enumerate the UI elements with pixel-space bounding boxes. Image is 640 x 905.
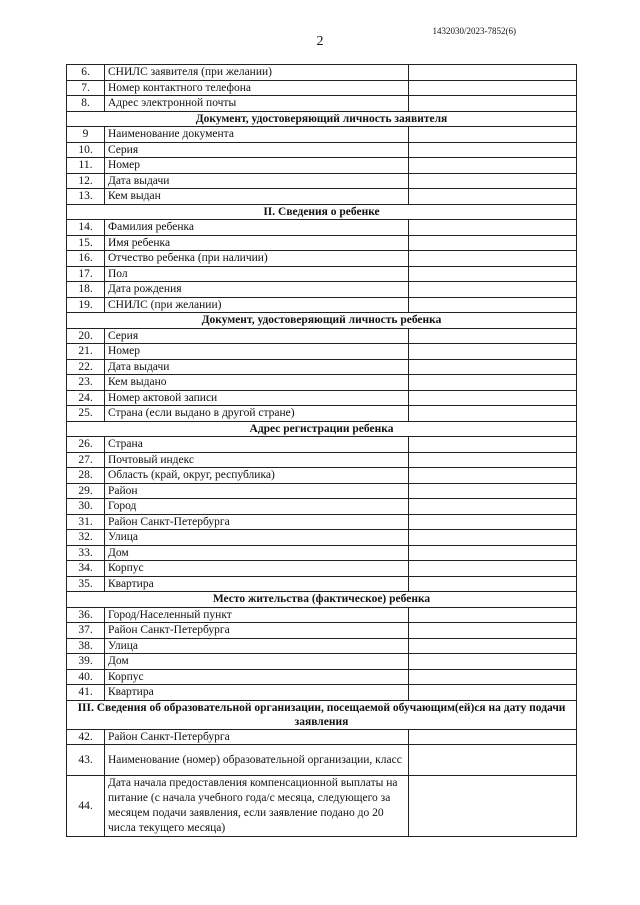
- row-number: 36.: [67, 607, 105, 623]
- field-label: Квартира: [105, 685, 409, 701]
- table-row: [67, 251, 577, 267]
- table-row: [67, 220, 577, 236]
- table-row: [67, 514, 577, 530]
- field-value-cell[interactable]: [409, 375, 577, 391]
- field-label: Страна (если выдано в другой стране): [105, 406, 409, 422]
- field-value-cell[interactable]: [409, 235, 577, 251]
- field-value-cell[interactable]: [409, 561, 577, 577]
- row-number: 14.: [67, 220, 105, 236]
- table-row: [67, 375, 577, 391]
- field-value-cell[interactable]: [409, 452, 577, 468]
- row-number: 19.: [67, 297, 105, 313]
- row-number: 20.: [67, 328, 105, 344]
- field-value-cell[interactable]: [409, 282, 577, 298]
- row-number: 26.: [67, 437, 105, 453]
- row-number: 32.: [67, 530, 105, 546]
- field-value-cell[interactable]: [409, 127, 577, 143]
- table-row: [67, 499, 577, 515]
- field-value-cell[interactable]: [409, 173, 577, 189]
- field-value-cell[interactable]: [409, 406, 577, 422]
- field-label: Корпус: [105, 561, 409, 577]
- field-value-cell[interactable]: [409, 220, 577, 236]
- field-label: Дата рождения: [105, 282, 409, 298]
- table-row: [67, 235, 577, 251]
- section-title: III. Сведения об образовательной организации, посещаемой обучающим(ей)ся на дату подачи заявления: [67, 700, 577, 729]
- table-row: [67, 266, 577, 282]
- row-number: 30.: [67, 499, 105, 515]
- field-label: Пол: [105, 266, 409, 282]
- field-label: СНИЛС (при желании): [105, 297, 409, 313]
- row-number: 42.: [67, 729, 105, 745]
- table-row: [67, 545, 577, 561]
- row-number: 16.: [67, 251, 105, 267]
- row-number: 10.: [67, 142, 105, 158]
- field-label: Отчество ребенка (при наличии): [105, 251, 409, 267]
- field-label: Фамилия ребенка: [105, 220, 409, 236]
- field-value-cell[interactable]: [409, 158, 577, 174]
- field-label: Город: [105, 499, 409, 515]
- row-number: 29.: [67, 483, 105, 499]
- row-number: 38.: [67, 638, 105, 654]
- table-row: [67, 127, 577, 143]
- field-value-cell[interactable]: [409, 251, 577, 267]
- field-value-cell[interactable]: [409, 530, 577, 546]
- row-number: 35.: [67, 576, 105, 592]
- table-row: [67, 390, 577, 406]
- table-row: [67, 654, 577, 670]
- field-value-cell[interactable]: [409, 499, 577, 515]
- row-number: 41.: [67, 685, 105, 701]
- row-number: 39.: [67, 654, 105, 670]
- row-number: 9: [67, 127, 105, 143]
- table-row: [67, 776, 577, 837]
- field-value-cell[interactable]: [409, 96, 577, 112]
- application-form-table: [66, 64, 577, 837]
- field-value-cell[interactable]: [409, 745, 577, 776]
- row-number: 27.: [67, 452, 105, 468]
- section-header: [67, 111, 577, 127]
- row-number: 18.: [67, 282, 105, 298]
- section-header: [67, 313, 577, 329]
- field-label: Улица: [105, 530, 409, 546]
- row-number: 22.: [67, 359, 105, 375]
- section-title: II. Сведения о ребенке: [67, 204, 577, 220]
- table-row: [67, 685, 577, 701]
- field-value-cell[interactable]: [409, 669, 577, 685]
- table-row: [67, 344, 577, 360]
- row-number: 8.: [67, 96, 105, 112]
- field-value-cell[interactable]: [409, 359, 577, 375]
- table-row: [67, 173, 577, 189]
- field-label: Город/Населенный пункт: [105, 607, 409, 623]
- field-label: Серия: [105, 142, 409, 158]
- field-label: Страна: [105, 437, 409, 453]
- field-label: Дом: [105, 545, 409, 561]
- table-row: [67, 80, 577, 96]
- field-label: Номер: [105, 344, 409, 360]
- table-row: [67, 745, 577, 776]
- field-value-cell[interactable]: [409, 545, 577, 561]
- field-value-cell[interactable]: [409, 80, 577, 96]
- table-row: [67, 359, 577, 375]
- field-label: Корпус: [105, 669, 409, 685]
- row-number: 7.: [67, 80, 105, 96]
- table-row: [67, 576, 577, 592]
- table-row: [67, 452, 577, 468]
- table-row: [67, 468, 577, 484]
- field-value-cell[interactable]: [409, 189, 577, 205]
- row-number: 37.: [67, 623, 105, 639]
- field-label: Номер: [105, 158, 409, 174]
- field-value-cell[interactable]: [409, 514, 577, 530]
- row-number: 24.: [67, 390, 105, 406]
- row-number: 33.: [67, 545, 105, 561]
- field-label: Почтовый индекс: [105, 452, 409, 468]
- field-value-cell[interactable]: [409, 437, 577, 453]
- section-header: [67, 421, 577, 437]
- field-label: Район: [105, 483, 409, 499]
- row-number: 44.: [67, 776, 105, 837]
- row-number: 25.: [67, 406, 105, 422]
- row-number: 40.: [67, 669, 105, 685]
- field-label: Район Санкт-Петербурга: [105, 514, 409, 530]
- table-row: [67, 483, 577, 499]
- table-row: [67, 282, 577, 298]
- section-title: Место жительства (фактическое) ребенка: [67, 592, 577, 608]
- field-value-cell[interactable]: [409, 142, 577, 158]
- table-row: [67, 189, 577, 205]
- field-label: Наименование документа: [105, 127, 409, 143]
- row-number: 21.: [67, 344, 105, 360]
- table-row: [67, 607, 577, 623]
- field-label: Район Санкт-Петербурга: [105, 623, 409, 639]
- section-header: [67, 700, 577, 729]
- row-number: 11.: [67, 158, 105, 174]
- field-value-cell[interactable]: [409, 328, 577, 344]
- field-label: Дом: [105, 654, 409, 670]
- field-value-cell[interactable]: [409, 654, 577, 670]
- field-label: Дата начала предоставления компенсационной выплаты на питание (с начала учебного года/с месяца, следующего за месяцем подачи заявления, если заявление подано до 20 числа текущего месяца): [105, 776, 409, 837]
- field-label: Квартира: [105, 576, 409, 592]
- table-row: [67, 142, 577, 158]
- field-value-cell[interactable]: [409, 576, 577, 592]
- row-number: 34.: [67, 561, 105, 577]
- row-number: 43.: [67, 745, 105, 776]
- section-title: Документ, удостоверяющий личность заявителя: [67, 111, 577, 127]
- section-header: [67, 204, 577, 220]
- table-row: [67, 297, 577, 313]
- field-label: Имя ребенка: [105, 235, 409, 251]
- field-label: СНИЛС заявителя (при желании): [105, 65, 409, 81]
- field-label: Область (край, округ, республика): [105, 468, 409, 484]
- field-value-cell[interactable]: [409, 390, 577, 406]
- section-header: [67, 592, 577, 608]
- row-number: 13.: [67, 189, 105, 205]
- row-number: 31.: [67, 514, 105, 530]
- table-row: [67, 530, 577, 546]
- field-label: Номер актовой записи: [105, 390, 409, 406]
- field-value-cell[interactable]: [409, 776, 577, 837]
- table-row: [67, 437, 577, 453]
- field-value-cell[interactable]: [409, 685, 577, 701]
- row-number: 28.: [67, 468, 105, 484]
- table-row: [67, 65, 577, 81]
- field-label: Кем выдан: [105, 189, 409, 205]
- page-number: 2: [316, 34, 324, 49]
- field-value-cell[interactable]: [409, 483, 577, 499]
- field-value-cell[interactable]: [409, 638, 577, 654]
- document-id: 1432030/2023-7852(6): [432, 26, 516, 36]
- row-number: 12.: [67, 173, 105, 189]
- row-number: 23.: [67, 375, 105, 391]
- field-value-cell[interactable]: [409, 623, 577, 639]
- field-value-cell[interactable]: [409, 65, 577, 81]
- row-number: 6.: [67, 65, 105, 81]
- row-number: 15.: [67, 235, 105, 251]
- field-value-cell[interactable]: [409, 729, 577, 745]
- field-label: Наименование (номер) образовательной организации, класс: [105, 745, 409, 776]
- table-row: [67, 96, 577, 112]
- table-row: [67, 158, 577, 174]
- table-row: [67, 561, 577, 577]
- field-label: Дата выдачи: [105, 359, 409, 375]
- field-label: Номер контактного телефона: [105, 80, 409, 96]
- field-value-cell[interactable]: [409, 468, 577, 484]
- table-row: [67, 638, 577, 654]
- field-label: Улица: [105, 638, 409, 654]
- field-value-cell[interactable]: [409, 297, 577, 313]
- field-value-cell[interactable]: [409, 266, 577, 282]
- table-row: [67, 623, 577, 639]
- row-number: 17.: [67, 266, 105, 282]
- section-title: Адрес регистрации ребенка: [67, 421, 577, 437]
- table-row: [67, 669, 577, 685]
- table-row: [67, 729, 577, 745]
- field-label: Кем выдано: [105, 375, 409, 391]
- field-value-cell[interactable]: [409, 607, 577, 623]
- field-label: Серия: [105, 328, 409, 344]
- field-label: Дата выдачи: [105, 173, 409, 189]
- form-table-body: [67, 65, 577, 837]
- table-row: [67, 328, 577, 344]
- table-row: [67, 406, 577, 422]
- section-title: Документ, удостоверяющий личность ребенка: [67, 313, 577, 329]
- field-label: Адрес электронной почты: [105, 96, 409, 112]
- field-value-cell[interactable]: [409, 344, 577, 360]
- field-label: Район Санкт-Петербурга: [105, 729, 409, 745]
